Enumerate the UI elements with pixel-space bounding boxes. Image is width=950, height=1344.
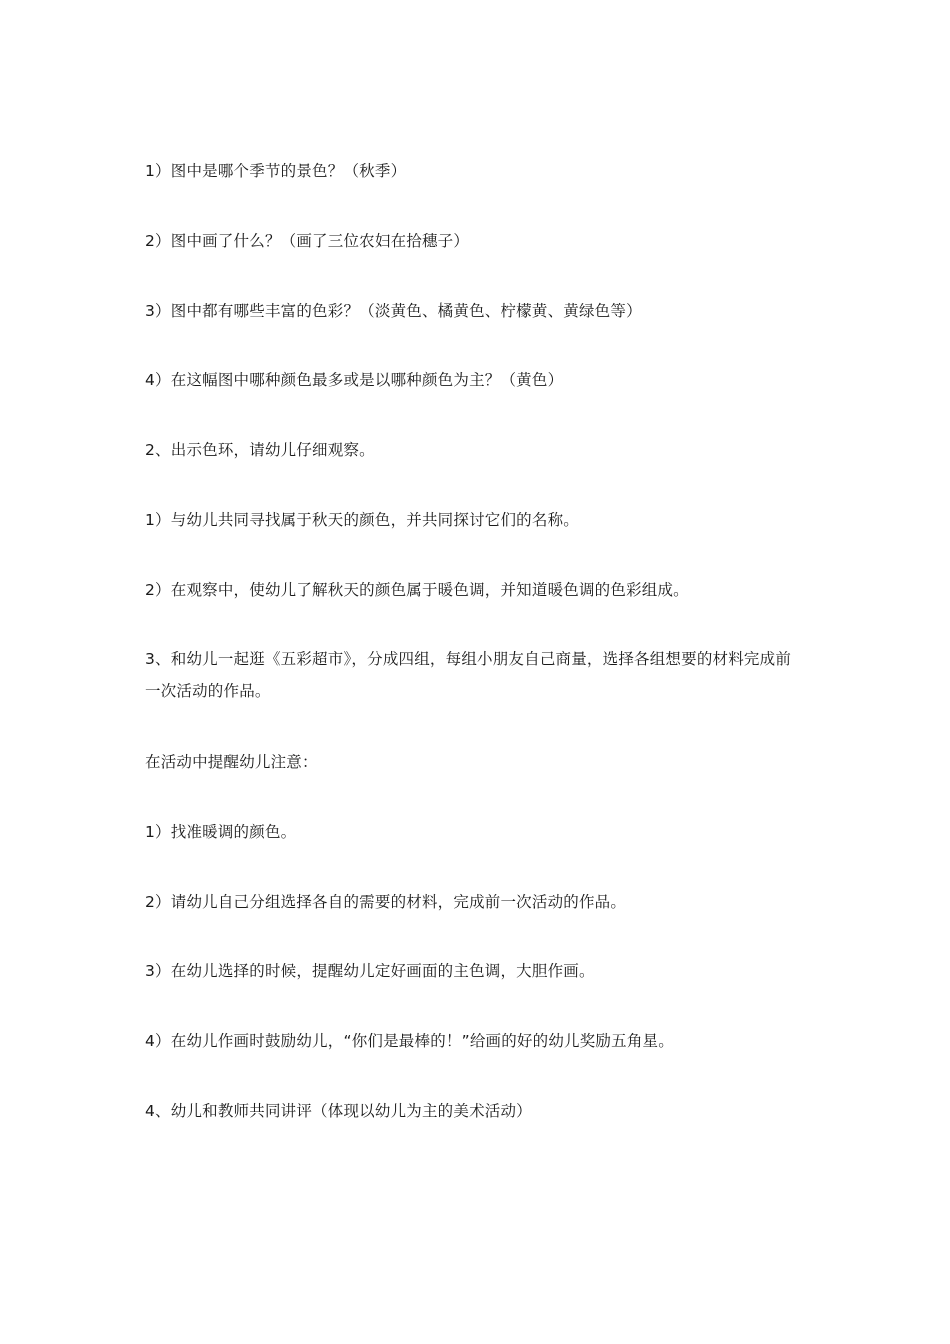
color-wheel-point-2: 2）在观察中，使幼儿了解秋天的颜色属于暖色调，并知道暖色调的色彩组成。 [145,581,689,599]
reminder-4: 4）在幼儿作画时鼓励幼儿，“你们是最棒的！”给画的好的幼儿奖励五角星。 [145,1032,674,1050]
question-content: 2）图中画了什么？（画了三位农妇在拾穗子） [145,232,470,250]
reminder-1: 1）找准暖调的颜色。 [145,823,297,841]
question-colors: 3）图中都有哪些丰富的色彩？（淡黄色、橘黄色、柠檬黄、黄绿色等） [145,302,642,320]
step-review: 4、幼儿和教师共同讲评（体现以幼儿为主的美术活动） [145,1102,532,1120]
reminder-heading: 在活动中提醒幼儿注意： [145,753,318,771]
step-color-wheel: 2、出示色环，请幼儿仔细观察。 [145,441,375,459]
question-season: 1）图中是哪个季节的景色？（秋季） [145,162,407,180]
reminder-3: 3）在幼儿选择的时候，提醒幼儿定好画面的主色调，大胆作画。 [145,962,595,980]
color-wheel-point-1: 1）与幼儿共同寻找属于秋天的颜色，并共同探讨它们的名称。 [145,511,579,529]
reminder-2: 2）请幼儿自己分组选择各自的需要的材料，完成前一次活动的作品。 [145,893,627,911]
question-main-color: 4）在这幅图中哪种颜色最多或是以哪种颜色为主？（黄色） [145,371,564,389]
step-supermarket: 3、和幼儿一起逛《五彩超市》，分成四组，每组小朋友自己商量，选择各组想要的材料完成前一次活动的作品。 [145,650,792,700]
